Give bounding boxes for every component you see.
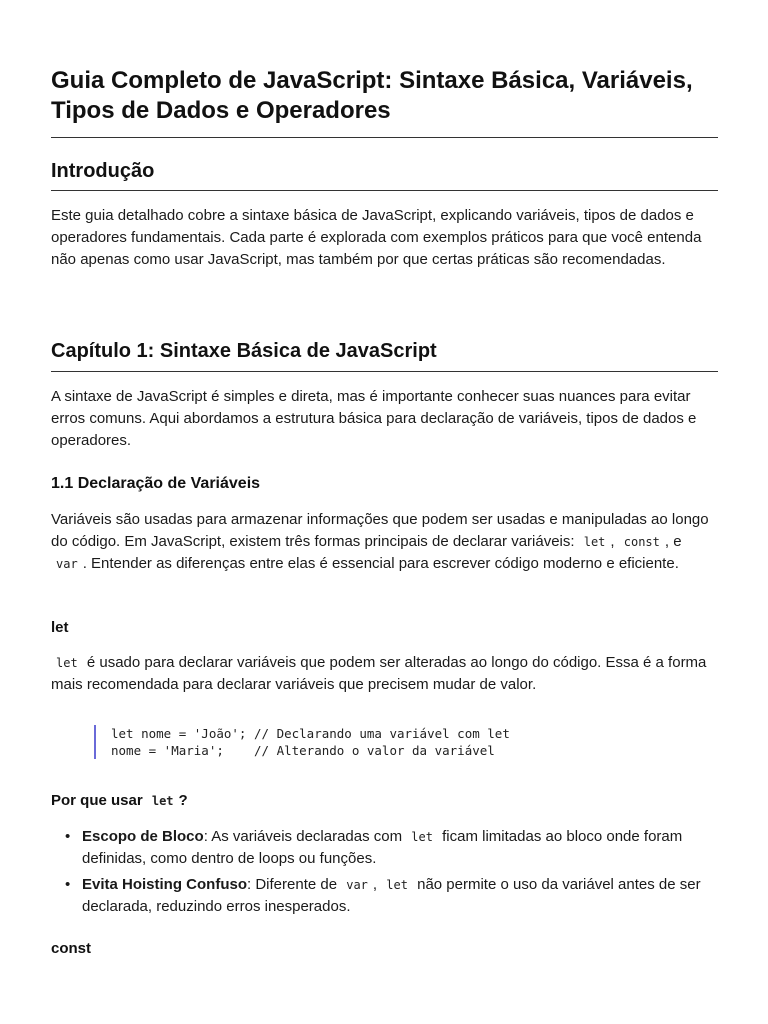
keyword-const: const	[623, 535, 660, 549]
list-item-text: : Diferente de	[247, 876, 342, 893]
heading-text: ?	[178, 792, 188, 809]
section-1-1-heading: 1.1 Declaração de Variáveis	[51, 475, 261, 492]
list-item-term: Escopo de Bloco	[82, 828, 204, 845]
list-item-term: Evita Hoisting Confuso	[82, 876, 247, 893]
let-paragraph	[51, 652, 718, 696]
list-item-text: : As variáveis declaradas com	[203, 828, 407, 845]
bullet-icon: •	[65, 828, 71, 845]
let-heading: let	[51, 619, 69, 636]
chapter1-heading: Capítulo 1: Sintaxe Básica de JavaScript	[51, 340, 437, 362]
why-let-heading	[51, 791, 188, 811]
intro-heading: Introdução	[51, 160, 155, 182]
bullet-icon: •	[65, 876, 71, 893]
list-item-text: não permite o uso da variável antes de ser declarada, reduzindo erros inesperados.	[82, 876, 701, 915]
separator: , e	[664, 533, 682, 550]
list-item	[51, 826, 718, 870]
chapter1-paragraph: A sintaxe de JavaScript é simples e direta, mas é importante conhecer suas nuances para evitar erros comuns. Aqui abordamos a estrutura básica para declaração de variáveis, tipos de dados e operadores.	[51, 388, 697, 449]
list-item-text: ficam limitadas ao bloco onde foram definidas, como dentro de loops ou funções.	[82, 828, 683, 867]
paragraph-text: . Entender as diferenças entre elas é essencial para escrever código moderno e eficiente.	[82, 555, 679, 572]
intro-paragraph: Este guia detalhado cobre a sintaxe básica de JavaScript, explicando variáveis, tipos de dados e operadores fundamentais. Cada parte é explorada com exemplos práticos para que você entenda não apenas como usar JavaScript, mas também por que certas práticas são recomendadas.	[51, 207, 702, 268]
list-item	[51, 874, 718, 918]
const-heading: const	[51, 940, 92, 957]
heading-text: Por que usar	[51, 792, 147, 809]
keyword-let: let	[56, 656, 78, 670]
why-let-list	[51, 826, 718, 922]
separator: ,	[372, 876, 382, 893]
title-divider	[51, 137, 718, 138]
keyword-let: let	[583, 535, 606, 549]
section-1-1-paragraph	[51, 509, 718, 575]
keyword-let: let	[151, 794, 174, 808]
keyword-var: var	[346, 878, 368, 892]
keyword-var: var	[56, 557, 78, 571]
paragraph-text: Variáveis são usadas para armazenar informações que podem ser usadas e manipuladas ao longo do código. Em JavaScript, existem três formas principais de declarar variáveis:	[51, 511, 709, 550]
paragraph-text: é usado para declarar variáveis que podem ser alteradas ao longo do código. Essa é a forma mais recomendada para declarar variáveis que precisem mudar de valor.	[51, 654, 707, 693]
document-title: Guia Completo de JavaScript: Sintaxe Básica, Variáveis, Tipos de Dados e Operadores	[51, 67, 693, 124]
code-block: let nome = 'João'; // Declarando uma variável com let nome = 'Maria'; // Alterando o valor da variável	[94, 725, 510, 759]
separator: ,	[610, 533, 619, 550]
keyword-let: let	[411, 830, 433, 844]
keyword-let: let	[386, 878, 408, 892]
intro-divider	[51, 190, 718, 191]
chapter1-divider	[51, 371, 718, 372]
